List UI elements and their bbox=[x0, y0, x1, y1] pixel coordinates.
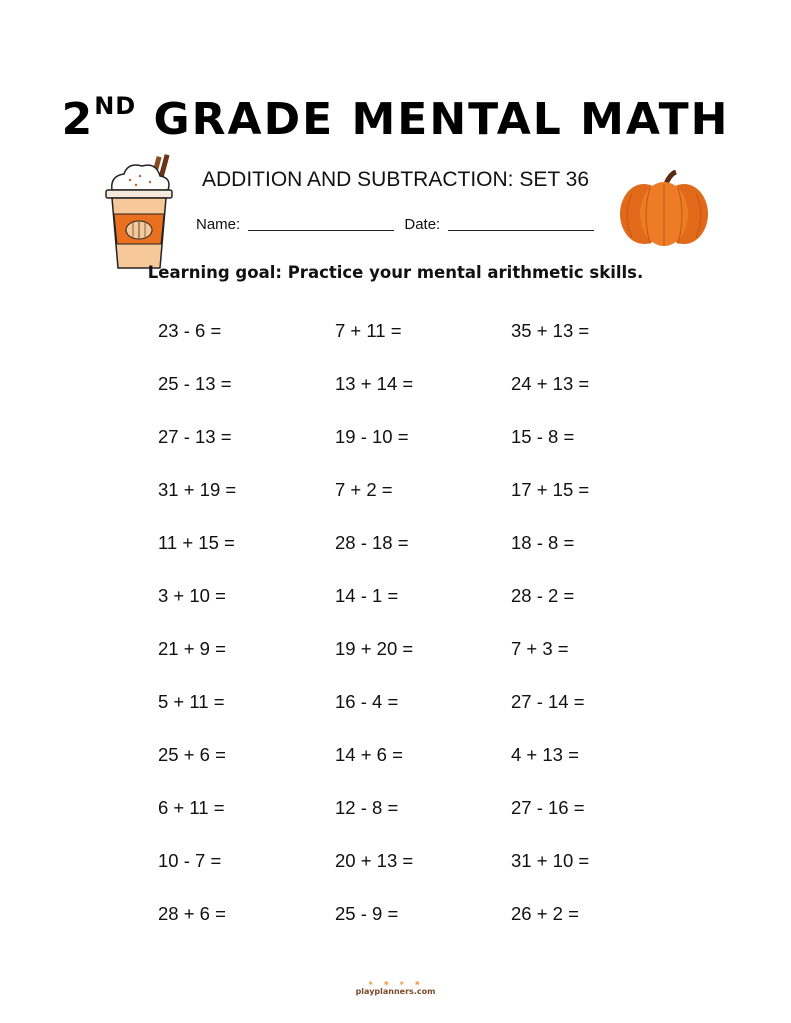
math-problem: 17 + 15 = bbox=[511, 479, 590, 500]
math-problem: 16 - 4 = bbox=[335, 691, 399, 712]
math-problem: 7 + 3 = bbox=[511, 638, 569, 659]
math-problem: 4 + 13 = bbox=[511, 744, 579, 765]
math-problem: 3 + 10 = bbox=[158, 585, 226, 606]
math-problem: 21 + 9 = bbox=[158, 638, 226, 659]
math-problem: 15 - 8 = bbox=[511, 426, 575, 447]
math-problem: 27 - 16 = bbox=[511, 797, 585, 818]
math-problem: 19 + 20 = bbox=[335, 638, 414, 659]
name-label: Name: bbox=[196, 216, 241, 233]
math-problem: 27 - 14 = bbox=[511, 691, 585, 712]
math-problem: 7 + 2 = bbox=[335, 479, 393, 500]
title-text: GRADE MENTAL MATH bbox=[153, 94, 730, 145]
learning-goal: Learning goal: Practice your mental arithmetic skills. bbox=[147, 263, 644, 282]
math-problem: 12 - 8 = bbox=[335, 797, 399, 818]
footer-brand: ✶ ✷ ✶ ✷ playplanners.com bbox=[355, 979, 436, 996]
math-problem: 5 + 11 = bbox=[158, 691, 225, 712]
brand-text: playplanners.com bbox=[355, 987, 436, 996]
math-problem: 13 + 14 = bbox=[335, 373, 414, 394]
math-problem: 35 + 13 = bbox=[511, 320, 590, 341]
worksheet-subtitle: ADDITION AND SUBTRACTION: SET 36 bbox=[201, 168, 589, 191]
math-problem: 25 + 6 = bbox=[158, 744, 226, 765]
page-title bbox=[0, 92, 791, 145]
math-problem: 31 + 10 = bbox=[511, 850, 590, 871]
math-problem: 25 - 9 = bbox=[335, 903, 399, 924]
math-problem: 14 - 1 = bbox=[335, 585, 399, 606]
math-problem: 24 + 13 = bbox=[511, 373, 590, 394]
math-problem: 10 - 7 = bbox=[158, 850, 222, 871]
math-problem: 31 + 19 = bbox=[158, 479, 237, 500]
title-number: 2 bbox=[61, 94, 95, 145]
date-label: Date: bbox=[404, 216, 441, 233]
math-problem: 18 - 8 = bbox=[511, 532, 575, 553]
math-problem: 28 - 2 = bbox=[511, 585, 575, 606]
math-problem: 23 - 6 = bbox=[158, 320, 222, 341]
title-ordinal: ND bbox=[94, 92, 137, 120]
math-problem: 25 - 13 = bbox=[158, 373, 232, 394]
math-problem: 19 - 10 = bbox=[335, 426, 409, 447]
name-date-row bbox=[196, 216, 600, 233]
date-line[interactable] bbox=[448, 216, 594, 231]
math-problem: 28 + 6 = bbox=[158, 903, 226, 924]
math-problem: 26 + 2 = bbox=[511, 903, 579, 924]
math-problem: 20 + 13 = bbox=[335, 850, 414, 871]
math-problem: 28 - 18 = bbox=[335, 532, 409, 553]
math-problem: 7 + 11 = bbox=[335, 320, 402, 341]
math-problem: 27 - 13 = bbox=[158, 426, 232, 447]
math-problem: 6 + 11 = bbox=[158, 797, 225, 818]
name-line[interactable] bbox=[248, 216, 394, 231]
math-problem: 14 + 6 = bbox=[335, 744, 403, 765]
math-problem: 11 + 15 = bbox=[158, 532, 235, 553]
